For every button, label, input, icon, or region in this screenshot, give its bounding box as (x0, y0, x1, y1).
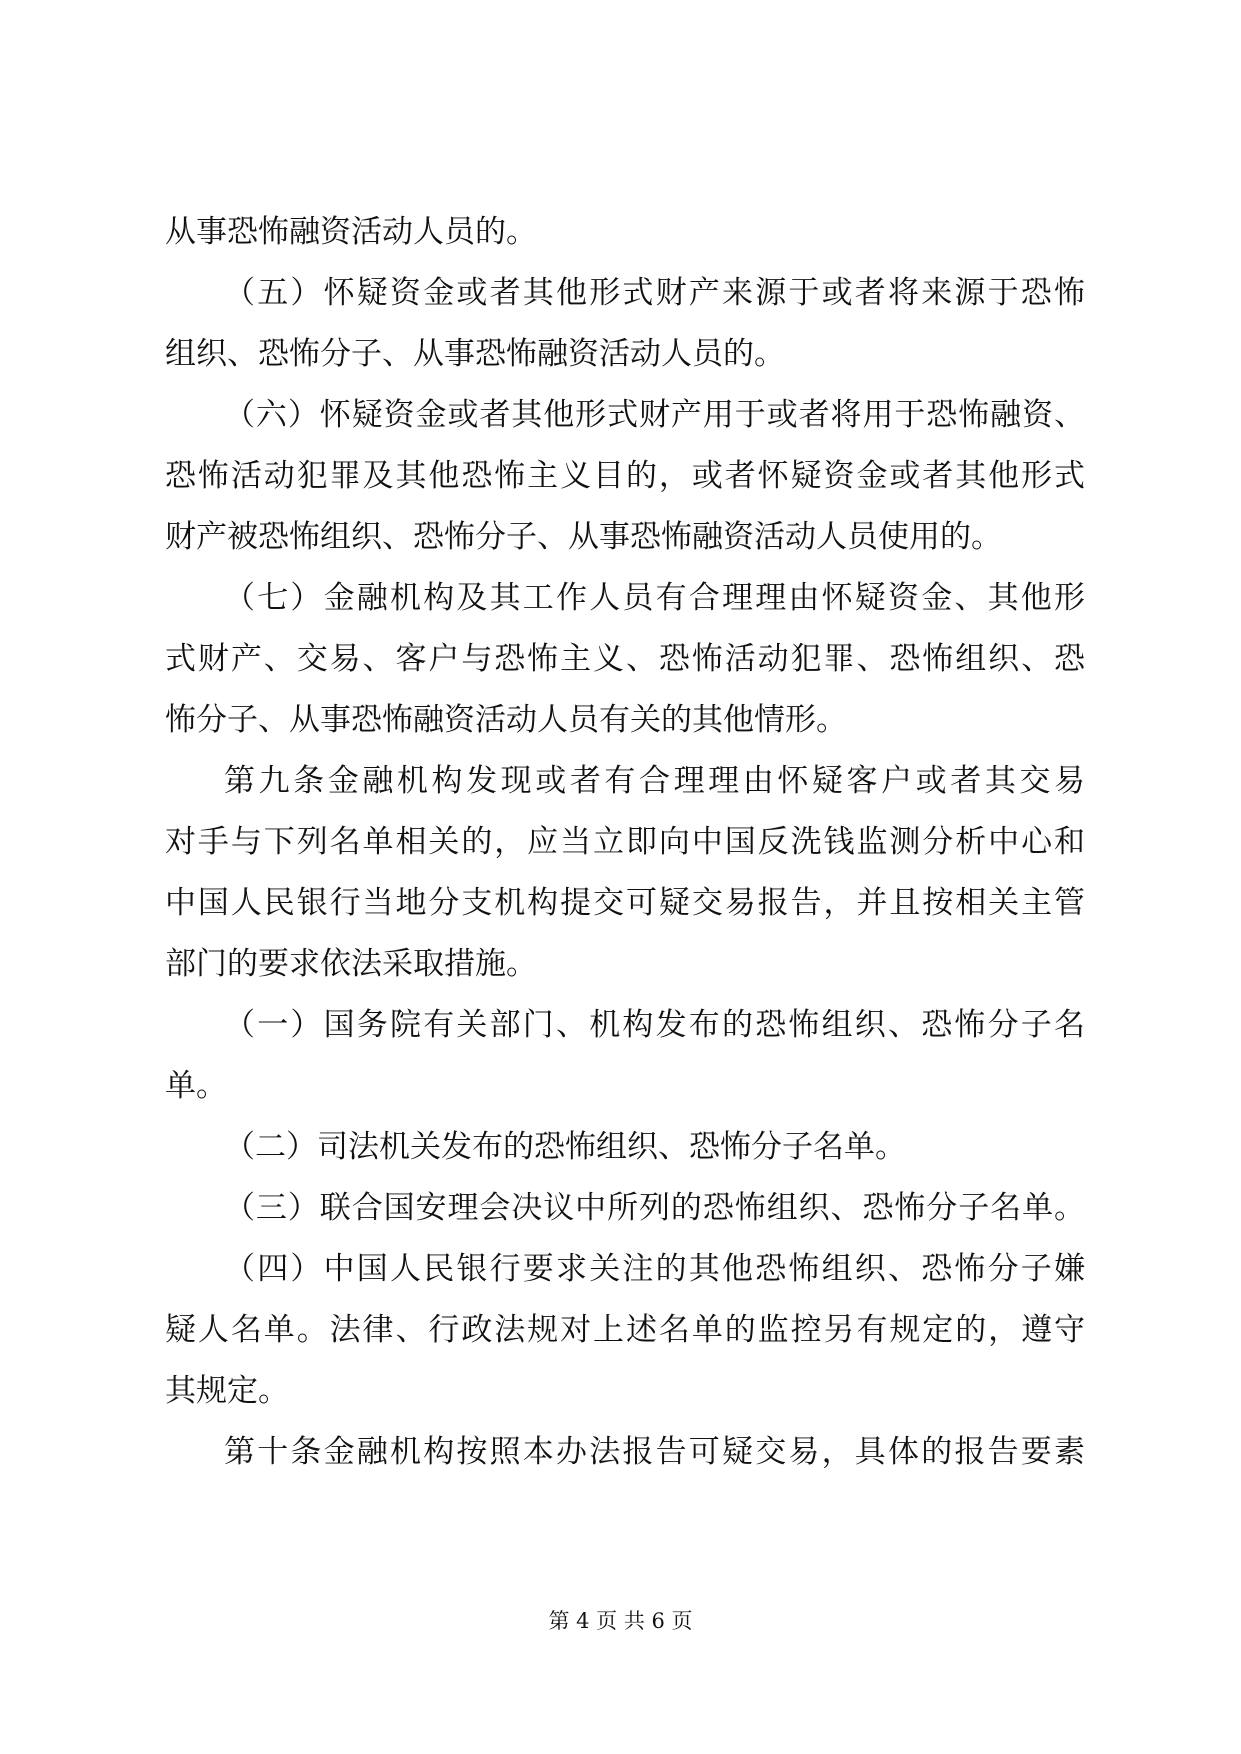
paragraph-line: （四）中国人民银行要求关注的其他恐怖组织、恐怖分子嫌 (224, 1251, 1085, 1287)
paragraph-line: 中国人民银行当地分支机构提交可疑交易报告，并且按相关主管 (165, 885, 1085, 921)
paragraph-line: 其规定。 (165, 1373, 289, 1409)
paragraph-line: （三）联合国安理会决议中所列的恐怖组织、恐怖分子名单。 (224, 1190, 1085, 1226)
paragraph-line: 疑人名单。法律、行政法规对上述名单的监控另有规定的，遵守 (165, 1312, 1085, 1348)
paragraph-line: 对手与下列名单相关的，应当立即向中国反洗钱监测分析中心和 (165, 824, 1085, 860)
paragraph-line: （七）金融机构及其工作人员有合理理由怀疑资金、其他形 (224, 580, 1085, 616)
paragraph-line: 式财产、交易、客户与恐怖主义、恐怖活动犯罪、恐怖组织、恐 (165, 641, 1085, 677)
paragraph-line: 财产被恐怖组织、恐怖分子、从事恐怖融资活动人员使用的。 (165, 519, 1002, 555)
paragraph-line: 第九条金融机构发现或者有合理理由怀疑客户或者其交易 (224, 763, 1085, 799)
paragraph-line: （六）怀疑资金或者其他形式财产用于或者将用于恐怖融资、 (224, 397, 1085, 433)
paragraph-line: 恐怖活动犯罪及其他恐怖主义目的，或者怀疑资金或者其他形式 (165, 458, 1085, 494)
paragraph-line: 怖分子、从事恐怖融资活动人员有关的其他情形。 (165, 702, 847, 738)
page-number-footer: 第 4 页 共 6 页 (548, 1609, 693, 1633)
paragraph-line: 组织、恐怖分子、从事恐怖融资活动人员的。 (165, 336, 785, 372)
paragraph-line: 单。 (165, 1068, 227, 1104)
paragraph-line: 从事恐怖融资活动人员的。 (165, 214, 537, 250)
paragraph-line: （二）司法机关发布的恐怖组织、恐怖分子名单。 (224, 1129, 906, 1165)
paragraph-line: （一）国务院有关部门、机构发布的恐怖组织、恐怖分子名 (224, 1007, 1085, 1043)
paragraph-line: 第十条金融机构按照本办法报告可疑交易，具体的报告要素 (224, 1434, 1085, 1470)
paragraph-line: 部门的要求依法采取措施。 (165, 946, 537, 982)
paragraph-line: （五）怀疑资金或者其他形式财产来源于或者将来源于恐怖 (224, 275, 1085, 311)
